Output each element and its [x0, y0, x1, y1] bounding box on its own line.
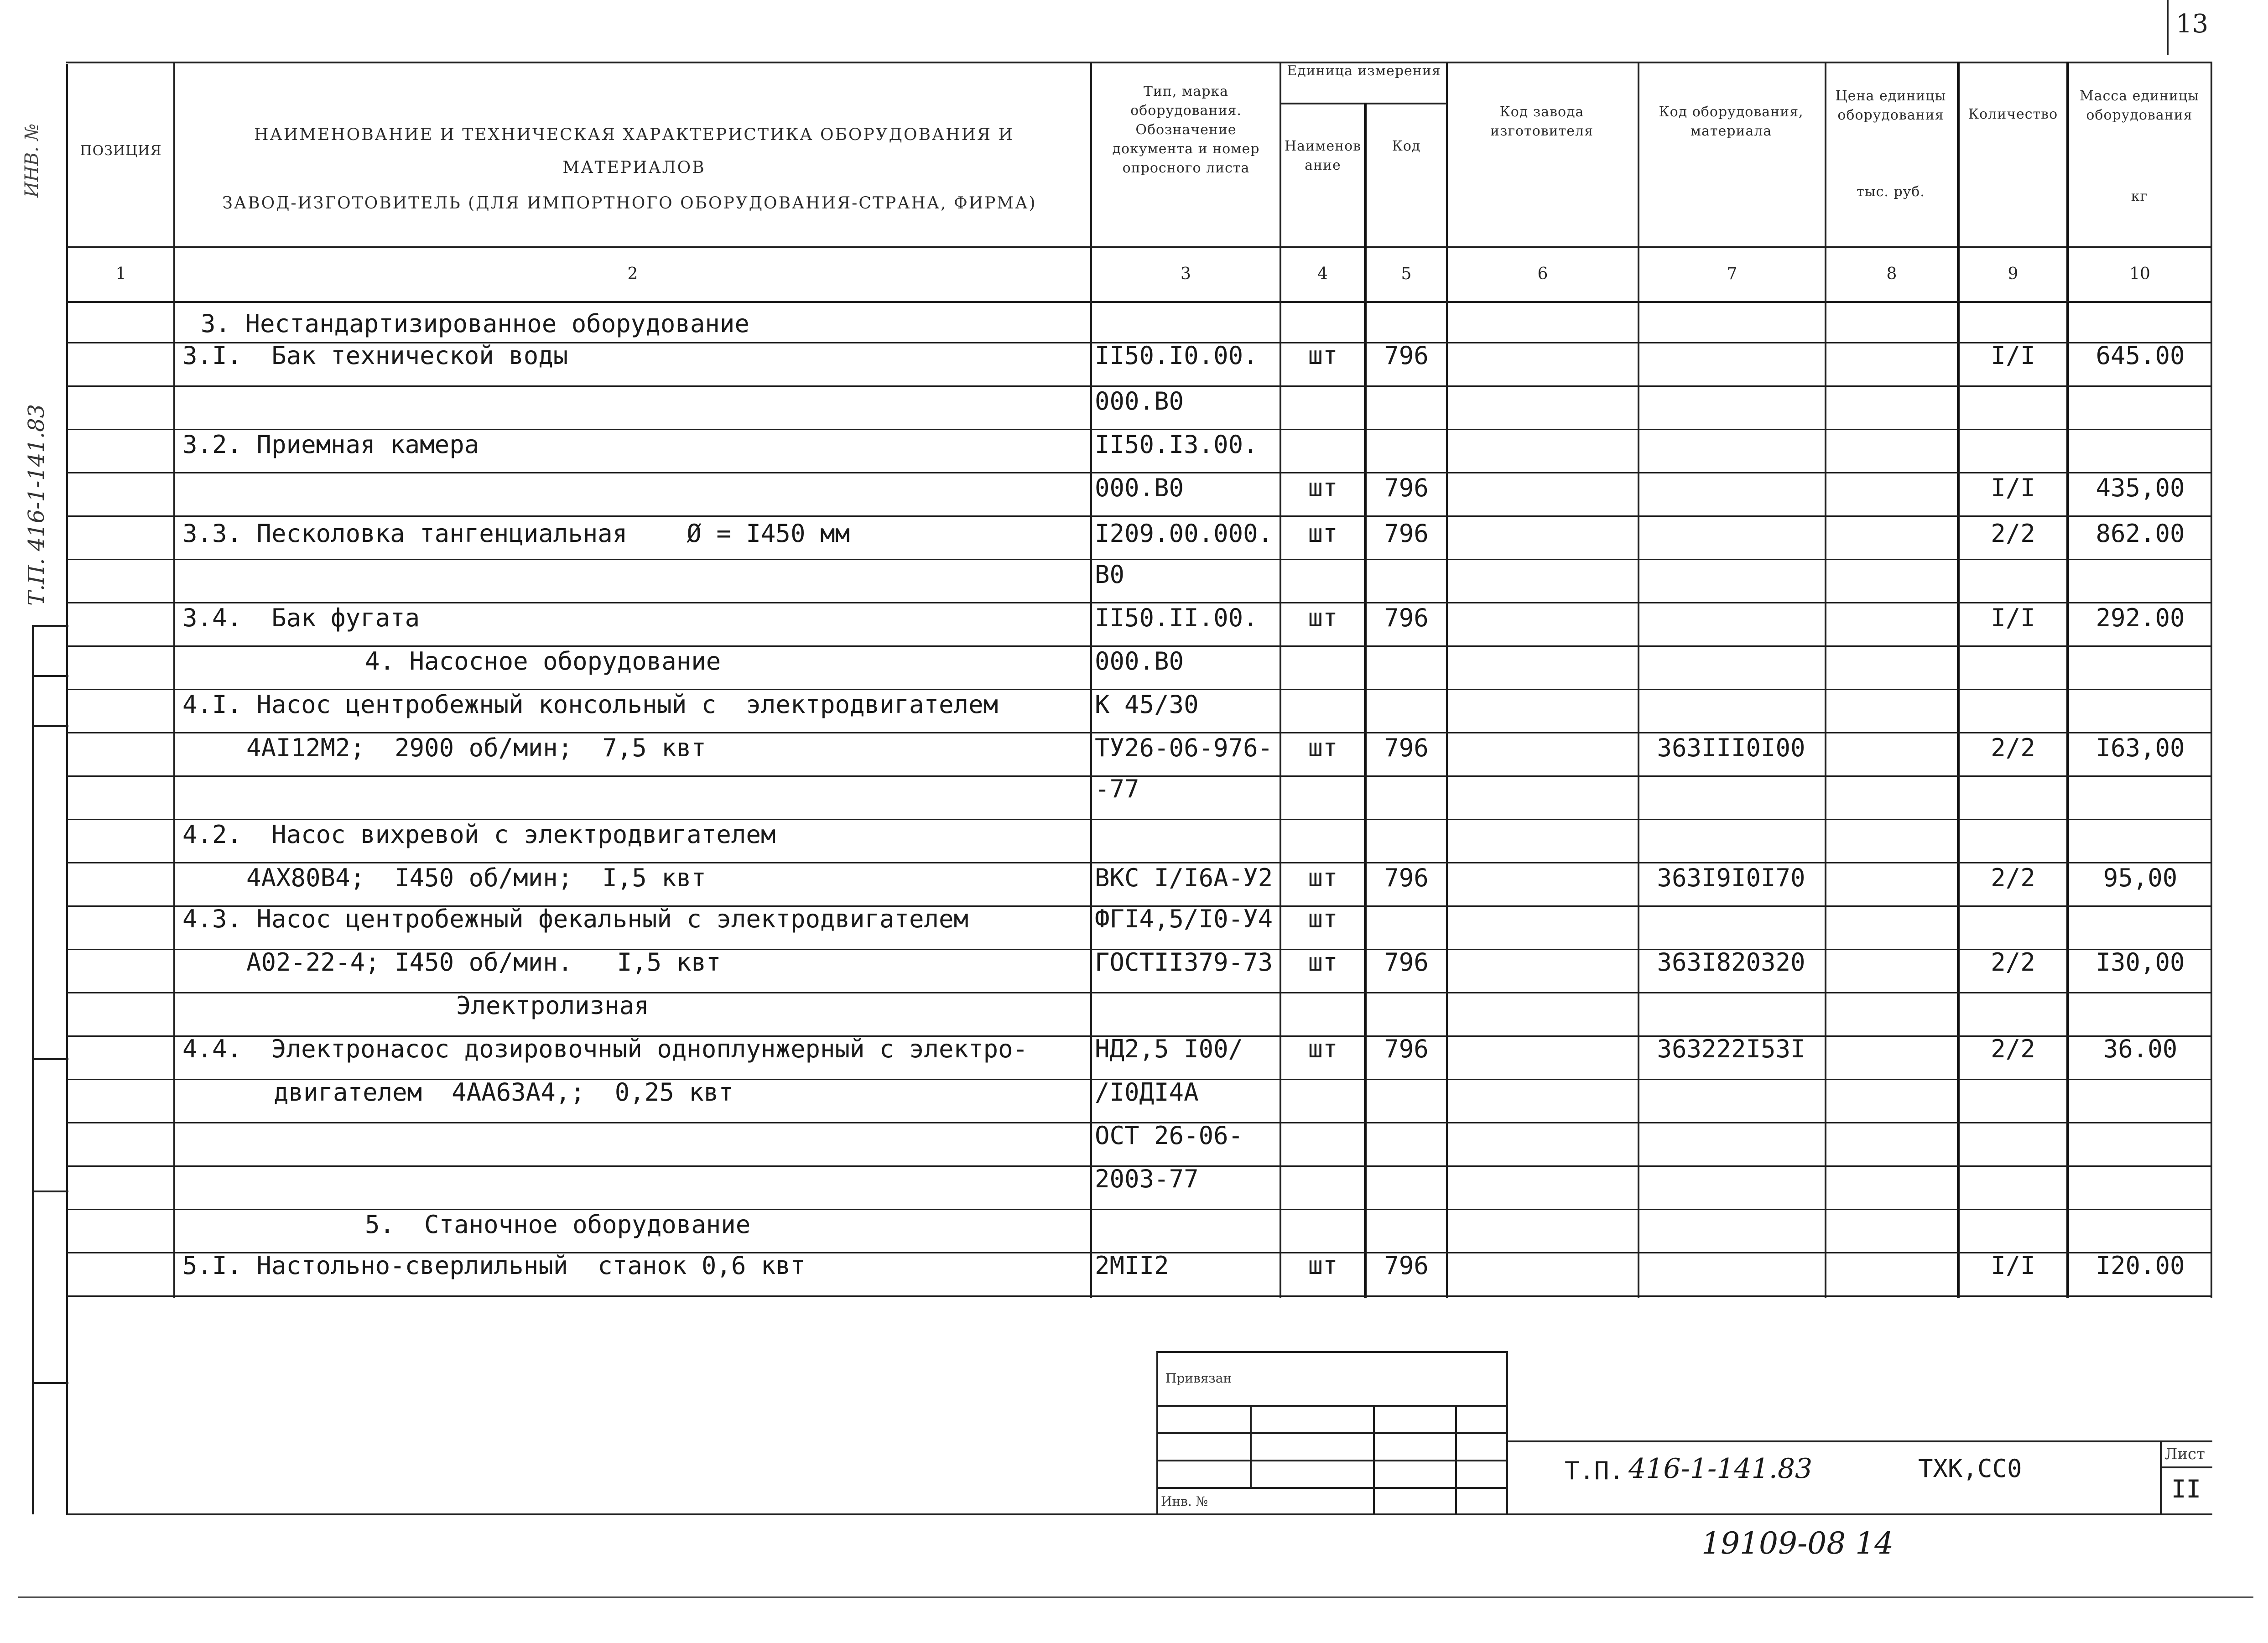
- col-line-9: [2066, 62, 2069, 1298]
- header-bottom-line: [66, 246, 2212, 248]
- row-line: [66, 559, 2212, 560]
- header-factory-code: Код завода изготовителя: [1490, 104, 1593, 139]
- cell-type: 000.B0: [1095, 387, 1184, 416]
- cell-type: /I0ДI4А: [1095, 1078, 1199, 1107]
- doc-section: ТХК,СС0: [1918, 1454, 2022, 1483]
- cell-mass: 36.00: [2103, 1035, 2178, 1063]
- column-number: 9: [2008, 265, 2018, 283]
- column-number: 7: [1727, 265, 1737, 283]
- doc-number: 416-1-141.83: [1628, 1453, 1813, 1485]
- cell-mass: 95,00: [2103, 863, 2178, 892]
- cell-qty: I/I: [1991, 473, 2035, 502]
- cell-name: 3. Нестандартизированное оборудование: [201, 309, 749, 338]
- cell-code: 796: [1384, 519, 1429, 548]
- cell-code: 796: [1384, 1035, 1429, 1063]
- cell-name: 4.I. Насос центробежный консольный с электродвигателем: [182, 690, 999, 719]
- cell-name: 5. Станочное оборудование: [365, 1210, 751, 1239]
- page-number-divider: [2167, 0, 2169, 55]
- cell-type: II50.I0.00.: [1095, 341, 1258, 370]
- cell-qty: 2/2: [1991, 519, 2035, 548]
- margin-tick: [32, 1191, 68, 1192]
- cell-code: 796: [1384, 863, 1429, 892]
- cell-type: I209.00.000.: [1095, 519, 1273, 548]
- cell-name: Электролизная: [456, 991, 649, 1020]
- header-unit-code: Код: [1392, 138, 1421, 154]
- cell-unit: шт: [1308, 341, 1338, 370]
- cell-mass: I63,00: [2096, 733, 2185, 762]
- cell-qty: I/I: [1991, 1251, 2035, 1280]
- cell-name: 5.I. Настольно-сверлильный станок 0,6 квт: [182, 1251, 806, 1280]
- cell-qty: I/I: [1991, 603, 2035, 632]
- cell-qty: 2/2: [1991, 863, 2035, 892]
- header-unit-name: Наименование: [1284, 138, 1362, 173]
- footer-handwritten: 19109-08 14: [1701, 1526, 1894, 1561]
- margin-tick: [32, 625, 68, 627]
- cell-type: ВКС I/I6А-У2: [1095, 863, 1273, 892]
- cell-name: 4.2. Насос вихревой с электродвигателем: [182, 820, 776, 849]
- row-line: [66, 301, 2212, 302]
- column-number: 6: [1537, 265, 1548, 283]
- margin-tick: [32, 1058, 68, 1060]
- cell-type: 000.B0: [1095, 473, 1184, 502]
- header-equipment-code: Код оборудования, материала: [1659, 104, 1804, 139]
- cell-qty: 2/2: [1991, 733, 2035, 762]
- header-quantity: Количество: [1968, 106, 2058, 122]
- row-line: [66, 1295, 2212, 1297]
- cell-name: 4AI12M2; 2900 об/мин; 7,5 квт: [246, 733, 706, 762]
- cell-equip-code: 363I820320: [1657, 948, 1805, 977]
- stamp-col: [1250, 1405, 1252, 1487]
- cell-type: B0: [1095, 560, 1125, 589]
- col-line-8: [1957, 62, 1960, 1298]
- cell-type: 2003-77: [1095, 1165, 1199, 1193]
- cell-mass: I20.00: [2096, 1251, 2185, 1280]
- col-line-5: [1446, 62, 1448, 1298]
- header-name-line1: НАИМЕНОВАНИЕ И ТЕХНИЧЕСКАЯ ХАРАКТЕРИСТИКА ОБОРУДОВАНИЯ И МАТЕРИАЛОВ: [254, 125, 1014, 177]
- col-line-2: [1090, 62, 1092, 1298]
- margin-tick: [32, 675, 68, 677]
- margin-stamp-code: Т.П. 416-1-141.83: [24, 404, 49, 606]
- header-mass-unit: кг: [2131, 188, 2148, 204]
- header-name-line2: ЗАВОД-ИЗГОТОВИТЕЛЬ (ДЛЯ ИМПОРТНОГО ОБОРУДОВАНИЯ-СТРАНА, ФИРМА): [222, 194, 1037, 213]
- cell-code: 796: [1384, 341, 1429, 370]
- cell-code: 796: [1384, 603, 1429, 632]
- header-unit-group: Единица измерения: [1287, 63, 1441, 79]
- cell-type: НД2,5 I00/: [1095, 1035, 1243, 1063]
- cell-unit: шт: [1308, 473, 1338, 502]
- title-block-top: [1508, 1440, 2212, 1442]
- cell-code: 796: [1384, 733, 1429, 762]
- page-number: 13: [2176, 9, 2209, 39]
- margin-tick: [32, 725, 68, 727]
- column-number: 8: [1886, 265, 1897, 283]
- cell-type: ТУ26-06-976-: [1095, 733, 1273, 762]
- cell-unit: шт: [1308, 519, 1338, 548]
- margin-tick-v: [32, 625, 34, 1514]
- column-number: 1: [115, 265, 126, 283]
- cell-name: 4. Насосное оборудование: [365, 647, 721, 676]
- stamp-col: [1373, 1405, 1375, 1513]
- col-line-7: [1825, 62, 1826, 1298]
- cell-name: двигателем 4АА63А4,; 0,25 квт: [274, 1078, 733, 1107]
- column-number: 2: [627, 265, 638, 283]
- cell-type: -77: [1095, 775, 1139, 803]
- col-line-6: [1638, 62, 1639, 1298]
- cell-mass: I30,00: [2096, 948, 2185, 977]
- cell-name: 4.4. Электронасос дозировочный одноплунжерный с электро-: [182, 1035, 1028, 1063]
- unit-group-line: [1280, 103, 1446, 104]
- cell-mass: 645.00: [2096, 341, 2185, 370]
- cell-mass: 435,00: [2096, 473, 2185, 502]
- page-edge-line: [18, 1596, 2253, 1598]
- cell-code: 796: [1384, 1251, 1429, 1280]
- cell-name: 3.3. Песколовка тангенциальная Ø = I450 мм: [182, 519, 850, 548]
- cell-qty: 2/2: [1991, 1035, 2035, 1063]
- cell-type: II50.II.00.: [1095, 603, 1258, 632]
- frame-top: [66, 62, 2212, 63]
- margin-tick: [32, 1382, 68, 1384]
- cell-name: 4AX80B4; I450 об/мин; I,5 квт: [246, 863, 706, 892]
- row-line: [66, 515, 2212, 517]
- sheet-box-left: [2160, 1440, 2162, 1513]
- cell-unit: шт: [1308, 863, 1338, 892]
- cell-unit: шт: [1308, 733, 1338, 762]
- header-price: Цена единицы оборудования: [1835, 88, 1946, 123]
- header-position: ПОЗИЦИЯ: [80, 143, 162, 159]
- col-line-1: [173, 62, 175, 1298]
- cell-type: II50.I3.00.: [1095, 430, 1258, 459]
- cell-mass: 292.00: [2096, 603, 2185, 632]
- cell-name: 4.3. Насос центробежный фекальный с электродвигателем: [182, 905, 969, 933]
- header-type: Тип, марка оборудования. Обозначение документа и номер опросного листа: [1112, 83, 1260, 176]
- stamp-col: [1455, 1405, 1457, 1513]
- cell-type: ГОСТII379-73: [1095, 948, 1273, 977]
- sheet-number: II: [2171, 1475, 2201, 1503]
- margin-line: [66, 64, 68, 1514]
- sheet-label: Лист: [2164, 1445, 2205, 1463]
- cell-type: ФГI4,5/I0-У4: [1095, 905, 1273, 933]
- header-price-unit: тыс. руб.: [1857, 184, 1925, 200]
- cell-unit: шт: [1308, 1035, 1338, 1063]
- column-number: 5: [1401, 265, 1412, 283]
- header-mass: Масса единицы оборудования: [2079, 88, 2199, 123]
- margin-stamp-inventory: ИНВ. №: [21, 123, 42, 198]
- cell-qty: 2/2: [1991, 948, 2035, 977]
- stamp-inv-label: Инв. №: [1161, 1494, 1208, 1509]
- cell-code: 796: [1384, 948, 1429, 977]
- col-line-3: [1280, 62, 1281, 1298]
- cell-equip-code: 363III0I00: [1657, 733, 1805, 762]
- stamp-top: [1156, 1351, 1508, 1353]
- sheet-box-mid: [2160, 1466, 2212, 1468]
- cell-name: 3.2. Приемная камера: [182, 430, 479, 459]
- column-number: 10: [2129, 265, 2150, 283]
- cell-unit: шт: [1308, 905, 1338, 933]
- column-number: 3: [1181, 265, 1191, 283]
- row-line: [66, 992, 2212, 993]
- cell-unit: шт: [1308, 1251, 1338, 1280]
- cell-unit: шт: [1308, 948, 1338, 977]
- cell-type: 2MII2: [1095, 1251, 1169, 1280]
- cell-unit: шт: [1308, 603, 1338, 632]
- cell-name: 3.4. Бак фугата: [182, 603, 420, 632]
- stamp-attached-label: Привязан: [1165, 1371, 1232, 1386]
- cell-qty: I/I: [1991, 341, 2035, 370]
- cell-equip-code: 363I9I0I70: [1657, 863, 1805, 892]
- column-number: 4: [1317, 265, 1328, 283]
- cell-equip-code: 363222I53I: [1657, 1035, 1805, 1063]
- frame-bottom: [66, 1513, 2212, 1515]
- cell-name: 3.I. Бак технической воды: [182, 341, 568, 370]
- cell-type: ОСТ 26-06-: [1095, 1121, 1243, 1150]
- cell-type: К 45/30: [1095, 690, 1199, 719]
- cell-mass: 862.00: [2096, 519, 2185, 548]
- cell-code: 796: [1384, 473, 1429, 502]
- cell-type: 000.B0: [1095, 647, 1184, 676]
- cell-name: А02-22-4; I450 об/мин. I,5 квт: [246, 948, 721, 977]
- doc-code: Т.П.: [1565, 1456, 1624, 1485]
